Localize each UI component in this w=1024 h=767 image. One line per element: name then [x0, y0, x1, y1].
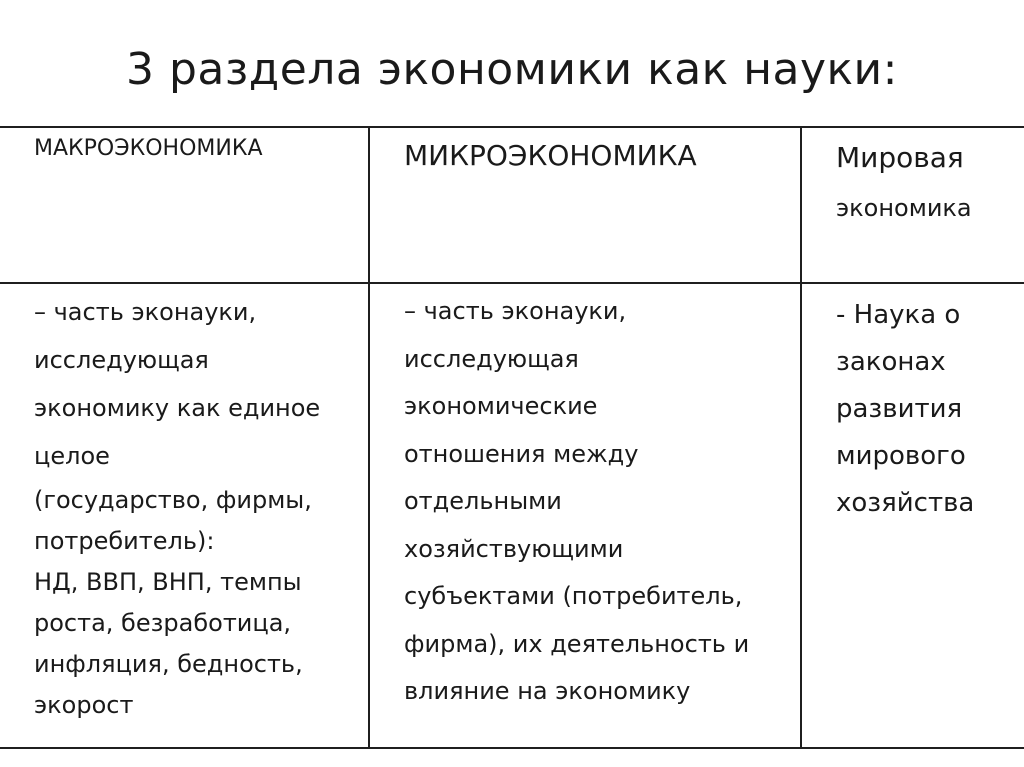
table-header-divider	[0, 282, 1024, 284]
text-line: хозяйства	[836, 488, 975, 518]
text-line: экорост	[34, 691, 134, 719]
text-line: законах	[836, 347, 946, 377]
header-world-economy-line-1: Мировая	[836, 141, 964, 174]
text-line: влияние на экономику	[404, 677, 691, 705]
text-line: исследующая	[34, 346, 209, 374]
text-line: (государство, фирмы,	[34, 486, 312, 514]
sections-table	[0, 126, 1024, 749]
text-line: целое	[34, 442, 110, 470]
header-macroeconomics: МАКРОЭКОНОМИКА	[34, 136, 263, 161]
text-line: - Наука о	[836, 300, 961, 330]
table-bottom-border	[0, 747, 1024, 749]
text-line: субъектами (потребитель,	[404, 582, 743, 610]
table-top-border	[0, 126, 1024, 128]
microeconomics-description	[404, 288, 749, 716]
world-economy-description	[836, 292, 974, 527]
text-line: отдельными	[404, 487, 562, 515]
header-world-economy-line-2: экономика	[836, 194, 972, 222]
text-line: НД, ВВП, ВНП, темпы	[34, 568, 302, 596]
text-line: инфляция, бедность,	[34, 650, 303, 678]
text-line: экономику как единое	[34, 394, 321, 422]
text-line: мирового	[836, 441, 966, 471]
text-line: развития	[836, 394, 963, 424]
text-line: роста, безработица,	[34, 609, 292, 637]
text-line: отношения между	[404, 439, 639, 468]
column-divider-1	[368, 126, 370, 749]
text-line: – часть эконауки,	[34, 298, 257, 326]
text-line: потребитель):	[34, 527, 215, 555]
text-line: фирма), их деятельность и	[404, 629, 750, 658]
text-line: экономические	[404, 392, 598, 420]
column-divider-2	[800, 126, 802, 749]
slide-title: 3 раздела экономики как науки:	[126, 44, 898, 95]
text-line: исследующая	[404, 344, 579, 373]
text-line: хозяйствующими	[404, 534, 624, 563]
macroeconomics-description	[34, 288, 320, 726]
text-line: – часть эконауки,	[404, 297, 627, 325]
header-microeconomics: МИКРОЭКОНОМИКА	[404, 139, 697, 172]
